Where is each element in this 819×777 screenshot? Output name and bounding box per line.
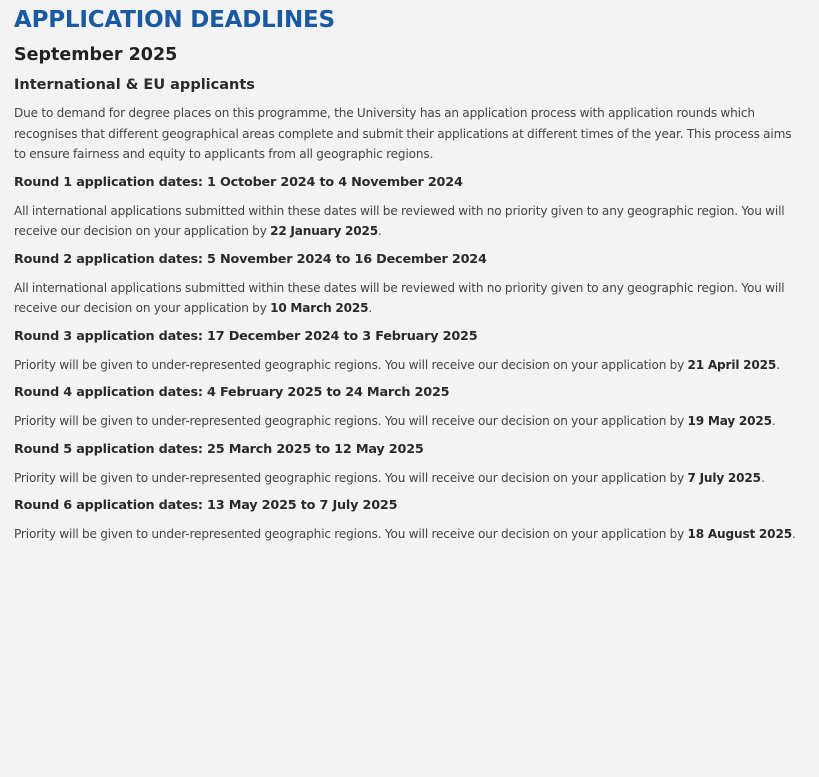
round-2-section (14, 251, 805, 319)
round-1-section (14, 174, 805, 242)
intro-paragraph: Due to demand for degree places on this programme, the University has an application process with application rounds which recognises that different geographical areas complete and submit their applications at different times of the year. This process aims to ensure fairness and equity to applicants from all geographic regions. (14, 106, 792, 161)
round-5-section (14, 441, 805, 489)
round-3-heading: Round 3 application dates: 17 December 2024 to 3 February 2025 (14, 328, 478, 344)
round-6-heading: Round 6 application dates: 13 May 2025 to 7 July 2025 (14, 498, 398, 513)
round-3-end: . (776, 357, 780, 372)
round-6-text: Priority will be given to under-represented geographic regions. You will receive our decision on your application by (14, 527, 688, 541)
round-2-text: All international applications submitted within these dates will be reviewed with no priority given to any geographic region. You will receive our decision on your application by (14, 280, 785, 315)
round-6-end: . (791, 527, 796, 541)
round-3-description (14, 355, 805, 376)
round-5-end: . (760, 470, 765, 485)
round-6-description (14, 524, 805, 545)
round-4-heading: Round 4 application dates: 4 February 2025 to 24 March 2025 (14, 385, 450, 400)
round-1-heading: Round 1 application dates: 1 October 2024 to 4 November 2024 (14, 174, 463, 190)
round-4-description (14, 411, 805, 432)
round-3-text: Priority will be given to under-represented geographic regions. You will receive our decision on your application by (14, 357, 688, 372)
round-2-description (14, 278, 805, 319)
round-2-decision-date: 10 March 2025 (270, 301, 369, 315)
round-6-decision-date: 18 August 2025 (687, 527, 792, 541)
round-4-decision-date: 19 May 2025 (687, 414, 772, 428)
page-title: APPLICATION DEADLINES (14, 7, 335, 33)
intake-heading: September 2025 (14, 45, 178, 65)
round-6-section (14, 497, 805, 545)
round-5-description (14, 468, 805, 489)
round-5-decision-date: 7 July 2025 (687, 470, 761, 485)
round-4-end: . (771, 414, 776, 428)
round-1-end: . (378, 224, 382, 238)
round-1-text: All international applications submitted within these dates will be reviewed with no priority given to any geographic region. You will receive our decision on your application by (14, 203, 785, 238)
round-1-description (14, 201, 805, 242)
round-3-section (14, 328, 805, 376)
round-5-text: Priority will be given to under-represented geographic regions. You will receive our decision on your application by (14, 470, 688, 485)
round-3-decision-date: 21 April 2025 (687, 357, 777, 372)
round-1-decision-date: 22 January 2025 (270, 224, 379, 238)
round-4-section (14, 384, 805, 432)
applicant-group-heading: International & EU applicants (14, 77, 255, 93)
round-4-text: Priority will be given to under-represented geographic regions. You will receive our decision on your application by (14, 414, 688, 428)
round-2-heading: Round 2 application dates: 5 November 2024 to 16 December 2024 (14, 251, 487, 267)
round-5-heading: Round 5 application dates: 25 March 2025 to 12 May 2025 (14, 441, 424, 457)
round-2-end: . (368, 301, 373, 315)
